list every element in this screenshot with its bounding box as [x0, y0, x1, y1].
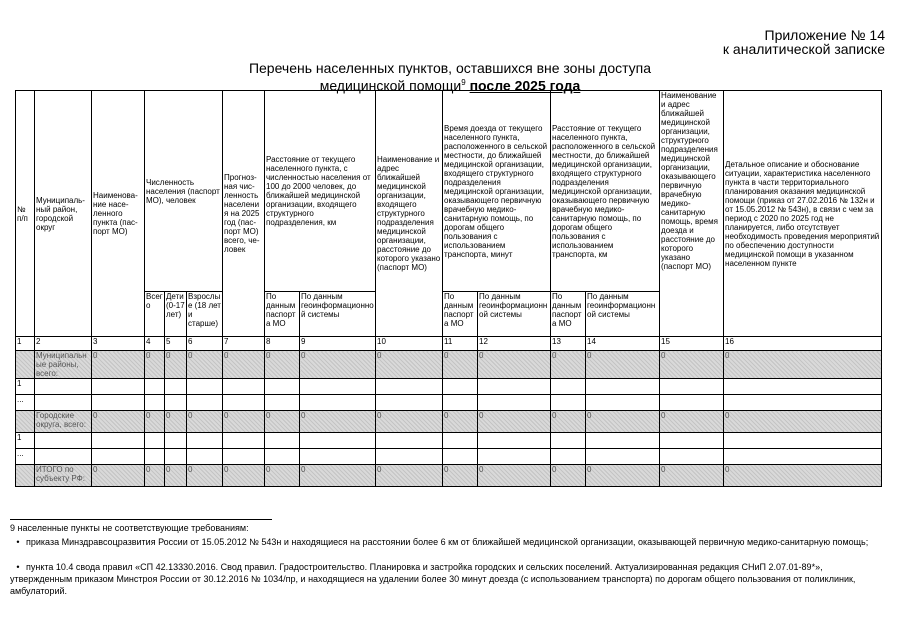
empty-cell	[478, 449, 551, 465]
zero-value-cell: 0	[586, 411, 660, 433]
row-number-cell	[16, 465, 35, 487]
zero-value-cell: 0	[660, 351, 724, 379]
sub-geo: По данным геоинформационной системы	[478, 292, 551, 337]
col-nearest-org-header: Наименование и адрес ближайшей медицинской организации, входящего структурного подразделения медицинской организации, расстояние до которого указано (паспорт МО)	[376, 91, 443, 337]
zero-value-cell: 0	[92, 411, 145, 433]
row-number-cell: 1	[16, 433, 35, 449]
empty-cell	[145, 449, 165, 465]
empty-cell	[223, 379, 265, 395]
empty-cell	[443, 395, 478, 411]
empty-cell	[376, 395, 443, 411]
empty-cell	[660, 433, 724, 449]
row-label-cell	[35, 379, 92, 395]
empty-cell	[223, 395, 265, 411]
zero-value-cell: 0	[443, 411, 478, 433]
zero-value-cell: 0	[187, 465, 223, 487]
column-number: 3	[92, 337, 145, 351]
zero-value-cell: 0	[223, 411, 265, 433]
empty-cell	[223, 433, 265, 449]
col-population-header: Численность населения (паспорт МО), человек	[145, 91, 223, 292]
zero-value-cell: 0	[376, 351, 443, 379]
empty-cell	[443, 449, 478, 465]
row-number-cell	[16, 411, 35, 433]
zero-value-cell: 0	[376, 411, 443, 433]
summary-row	[16, 411, 882, 433]
zero-value-cell: 0	[586, 351, 660, 379]
col-description-header: Детальное описание и обоснование ситуации, характеристика населенного пункта в части территориального планирования оказания медицинской помощи (приказ от 27.02.2016 № 132н и от 15.05.2012 № 543н), в связи с чем за период с 2020 по 2025 год не планируется, либо отсутствует необходимость проведения мероприятий по обеспечению доступности медицинской помощи в указанном населенном пункте	[724, 91, 882, 337]
zero-value-cell: 0	[300, 465, 376, 487]
empty-cell	[92, 449, 145, 465]
empty-cell	[265, 379, 300, 395]
zero-value-cell: 0	[376, 465, 443, 487]
col-distance-header: Расстояние от текущего населенного пункта, с численностью населения от 100 до 2000 человек, до ближайшей медицинской организации, входящего структурного подразделения, км	[265, 91, 376, 292]
empty-cell	[660, 395, 724, 411]
empty-cell	[478, 433, 551, 449]
column-number: 12	[478, 337, 551, 351]
empty-cell	[551, 433, 586, 449]
empty-cell	[187, 379, 223, 395]
empty-cell	[551, 449, 586, 465]
empty-cell	[724, 379, 882, 395]
col-travel-time-header: Время доезда от текущего населенного пункта, расположенного в сельской местности, до ближайшей медицинской организации, входящего структурного подразделения медицинской организации, оказывающего первичную врачебную медико-санитарную помощь, по дорогам общего пользования с использованием транспорта, минут	[443, 91, 551, 292]
zero-value-cell: 0	[165, 351, 187, 379]
empty-cell	[165, 433, 187, 449]
zero-value-cell: 0	[92, 351, 145, 379]
empty-cell	[165, 379, 187, 395]
column-number: 7	[223, 337, 265, 351]
column-number: 13	[551, 337, 586, 351]
zero-value-cell: 0	[300, 411, 376, 433]
empty-cell	[265, 433, 300, 449]
empty-cell	[265, 449, 300, 465]
empty-cell	[586, 379, 660, 395]
col-rural-distance-header: Расстояние от текущего населенного пункта, расположенного в сельской местности, до ближайшей медицинской организации, входящего структурного подразделения медицинской организации, оказывающего первичную врачебную медико-санитарную помощь, по дорогам общего пользования с использованием транспорта, км	[551, 91, 660, 292]
empty-cell	[92, 433, 145, 449]
empty-cell	[265, 395, 300, 411]
zero-value-cell: 0	[265, 411, 300, 433]
zero-value-cell: 0	[165, 411, 187, 433]
zero-value-cell: 0	[478, 465, 551, 487]
zero-value-cell: 0	[443, 465, 478, 487]
zero-value-cell: 0	[551, 465, 586, 487]
empty-cell	[586, 433, 660, 449]
zero-value-cell: 0	[660, 465, 724, 487]
empty-cell	[145, 379, 165, 395]
empty-cell	[92, 379, 145, 395]
footnote-item	[10, 561, 870, 597]
zero-value-cell: 0	[187, 411, 223, 433]
row-label-cell	[35, 395, 92, 411]
empty-cell	[145, 433, 165, 449]
settlements-table	[15, 90, 882, 487]
zero-value-cell: 0	[551, 411, 586, 433]
title-emphasis: после 2025 года	[469, 77, 581, 94]
column-number: 10	[376, 337, 443, 351]
column-number: 4	[145, 337, 165, 351]
zero-value-cell: 0	[724, 411, 882, 433]
sub-passport: По данным паспорта МО	[265, 292, 300, 337]
table-row	[16, 433, 882, 449]
footnote-item	[10, 536, 870, 548]
zero-value-cell: 0	[660, 411, 724, 433]
column-number: 15	[660, 337, 724, 351]
col-district-header: Муниципаль-ный район, городской округ	[35, 91, 92, 337]
empty-cell	[660, 449, 724, 465]
footnote-intro: 9 населенные пункты не соответствующие требованиям:	[10, 523, 249, 533]
appendix-subtitle: к аналитической записке	[722, 41, 885, 57]
row-label-cell	[35, 433, 92, 449]
empty-cell	[443, 433, 478, 449]
empty-cell	[443, 379, 478, 395]
col-settlement-header: Наименова-ние насе-ленного пункта (пас-порт МО)	[92, 91, 145, 337]
column-numbers-row	[16, 337, 882, 351]
zero-value-cell: 0	[478, 351, 551, 379]
zero-value-cell: 0	[478, 411, 551, 433]
zero-value-cell: 0	[724, 465, 882, 487]
row-number-cell	[16, 351, 35, 379]
table-row	[16, 379, 882, 395]
empty-cell	[187, 395, 223, 411]
footnote-text: приказа Минздравсоцразвития России от 15.05.2012 № 543н и находящиеся на расстоянии более 6 км от ближайшей медицинской организации, оказывающей первичную медико-санитарную помощь;	[26, 537, 869, 547]
zero-value-cell: 0	[265, 465, 300, 487]
zero-value-cell: 0	[145, 411, 165, 433]
row-label-cell	[35, 449, 92, 465]
summary-row	[16, 465, 882, 487]
zero-value-cell: 0	[145, 465, 165, 487]
sub-adults: Взрослые (18 лет и старше)	[187, 292, 223, 337]
row-label-cell: Городские округа, всего:	[35, 411, 92, 433]
empty-cell	[724, 449, 882, 465]
row-label-cell: ИТОГО по субъекту РФ:	[35, 465, 92, 487]
column-number: 5	[165, 337, 187, 351]
column-number: 16	[724, 337, 882, 351]
empty-cell	[300, 379, 376, 395]
col-forecast-header: Прогноз-ная чис-ленность населения на 2025 год (пас-порт МО) всего, че-ловек	[223, 91, 265, 337]
row-label-cell: Муниципальные районы, всего:	[35, 351, 92, 379]
zero-value-cell: 0	[586, 465, 660, 487]
sub-passport: По данным паспорта МО	[551, 292, 586, 337]
empty-cell	[724, 433, 882, 449]
header-row	[16, 91, 882, 292]
zero-value-cell: 0	[265, 351, 300, 379]
row-number-cell: 1	[16, 379, 35, 395]
column-number: 14	[586, 337, 660, 351]
sub-geo: По данным геоинформационной системы	[300, 292, 376, 337]
zero-value-cell: 0	[165, 465, 187, 487]
empty-cell	[187, 449, 223, 465]
empty-cell	[586, 449, 660, 465]
zero-value-cell: 0	[223, 351, 265, 379]
column-number: 1	[16, 337, 35, 351]
sub-passport: По данным паспорта МО	[443, 292, 478, 337]
empty-cell	[724, 395, 882, 411]
table-row	[16, 449, 882, 465]
footnote-ref: 9	[461, 78, 466, 87]
empty-cell	[660, 379, 724, 395]
column-number: 8	[265, 337, 300, 351]
empty-cell	[92, 395, 145, 411]
empty-cell	[478, 379, 551, 395]
empty-cell	[586, 395, 660, 411]
bullet-icon: •	[16, 537, 20, 547]
sub-children: Дети (0-17 лет)	[165, 292, 187, 337]
zero-value-cell: 0	[92, 465, 145, 487]
column-number: 11	[443, 337, 478, 351]
zero-value-cell: 0	[145, 351, 165, 379]
sub-total: Всего	[145, 292, 165, 337]
empty-cell	[300, 433, 376, 449]
document-title-line1: Перечень населенных пунктов, оставшихся вне зоны доступа	[248, 60, 652, 76]
empty-cell	[300, 449, 376, 465]
empty-cell	[165, 395, 187, 411]
column-number: 6	[187, 337, 223, 351]
title-text: медицинской помощи	[319, 77, 462, 94]
column-number: 9	[300, 337, 376, 351]
empty-cell	[478, 395, 551, 411]
col-number-header: № п/п	[16, 91, 35, 337]
zero-value-cell: 0	[724, 351, 882, 379]
footnote-divider	[10, 519, 272, 520]
empty-cell	[300, 395, 376, 411]
zero-value-cell: 0	[223, 465, 265, 487]
empty-cell	[187, 433, 223, 449]
empty-cell	[376, 449, 443, 465]
empty-cell	[165, 449, 187, 465]
zero-value-cell: 0	[300, 351, 376, 379]
empty-cell	[551, 379, 586, 395]
empty-cell	[145, 395, 165, 411]
col-primary-care-org-header: Наименование и адрес ближайшей медицинской организации, структурного подразделения медицинской организации, оказывающего первичную врачебную медико-санитарную помощь, время доезда и расстояние до которого указано (паспорт МО)	[660, 91, 724, 337]
bullet-icon: •	[16, 562, 20, 572]
sub-geo: По данным геоинформационной системы	[586, 292, 660, 337]
column-number: 2	[35, 337, 92, 351]
empty-cell	[551, 395, 586, 411]
summary-row	[16, 351, 882, 379]
table-body	[16, 351, 882, 487]
appendix-number: Приложение № 14	[764, 27, 885, 43]
zero-value-cell: 0	[443, 351, 478, 379]
empty-cell	[223, 449, 265, 465]
footnote-text: пункта 10.4 свода правил «СП 42.13330.2016. Свод правил. Градостроительство. Планировка и застройка городских и сельских поселений. Актуализированная редакция СНиП 2.07.01-89*», утвержденным приказом Минстроя России от 30.12.2016 № 1034/пр, и находящиеся на удалении более 30 минут доезда (с использованием транспорта) по дорогам общего пользования от поликлиник, амбулаторий.	[10, 562, 856, 596]
zero-value-cell: 0	[551, 351, 586, 379]
zero-value-cell: 0	[187, 351, 223, 379]
empty-cell	[376, 433, 443, 449]
row-number-cell: ...	[16, 395, 35, 411]
row-number-cell: ...	[16, 449, 35, 465]
table-row	[16, 395, 882, 411]
empty-cell	[376, 379, 443, 395]
